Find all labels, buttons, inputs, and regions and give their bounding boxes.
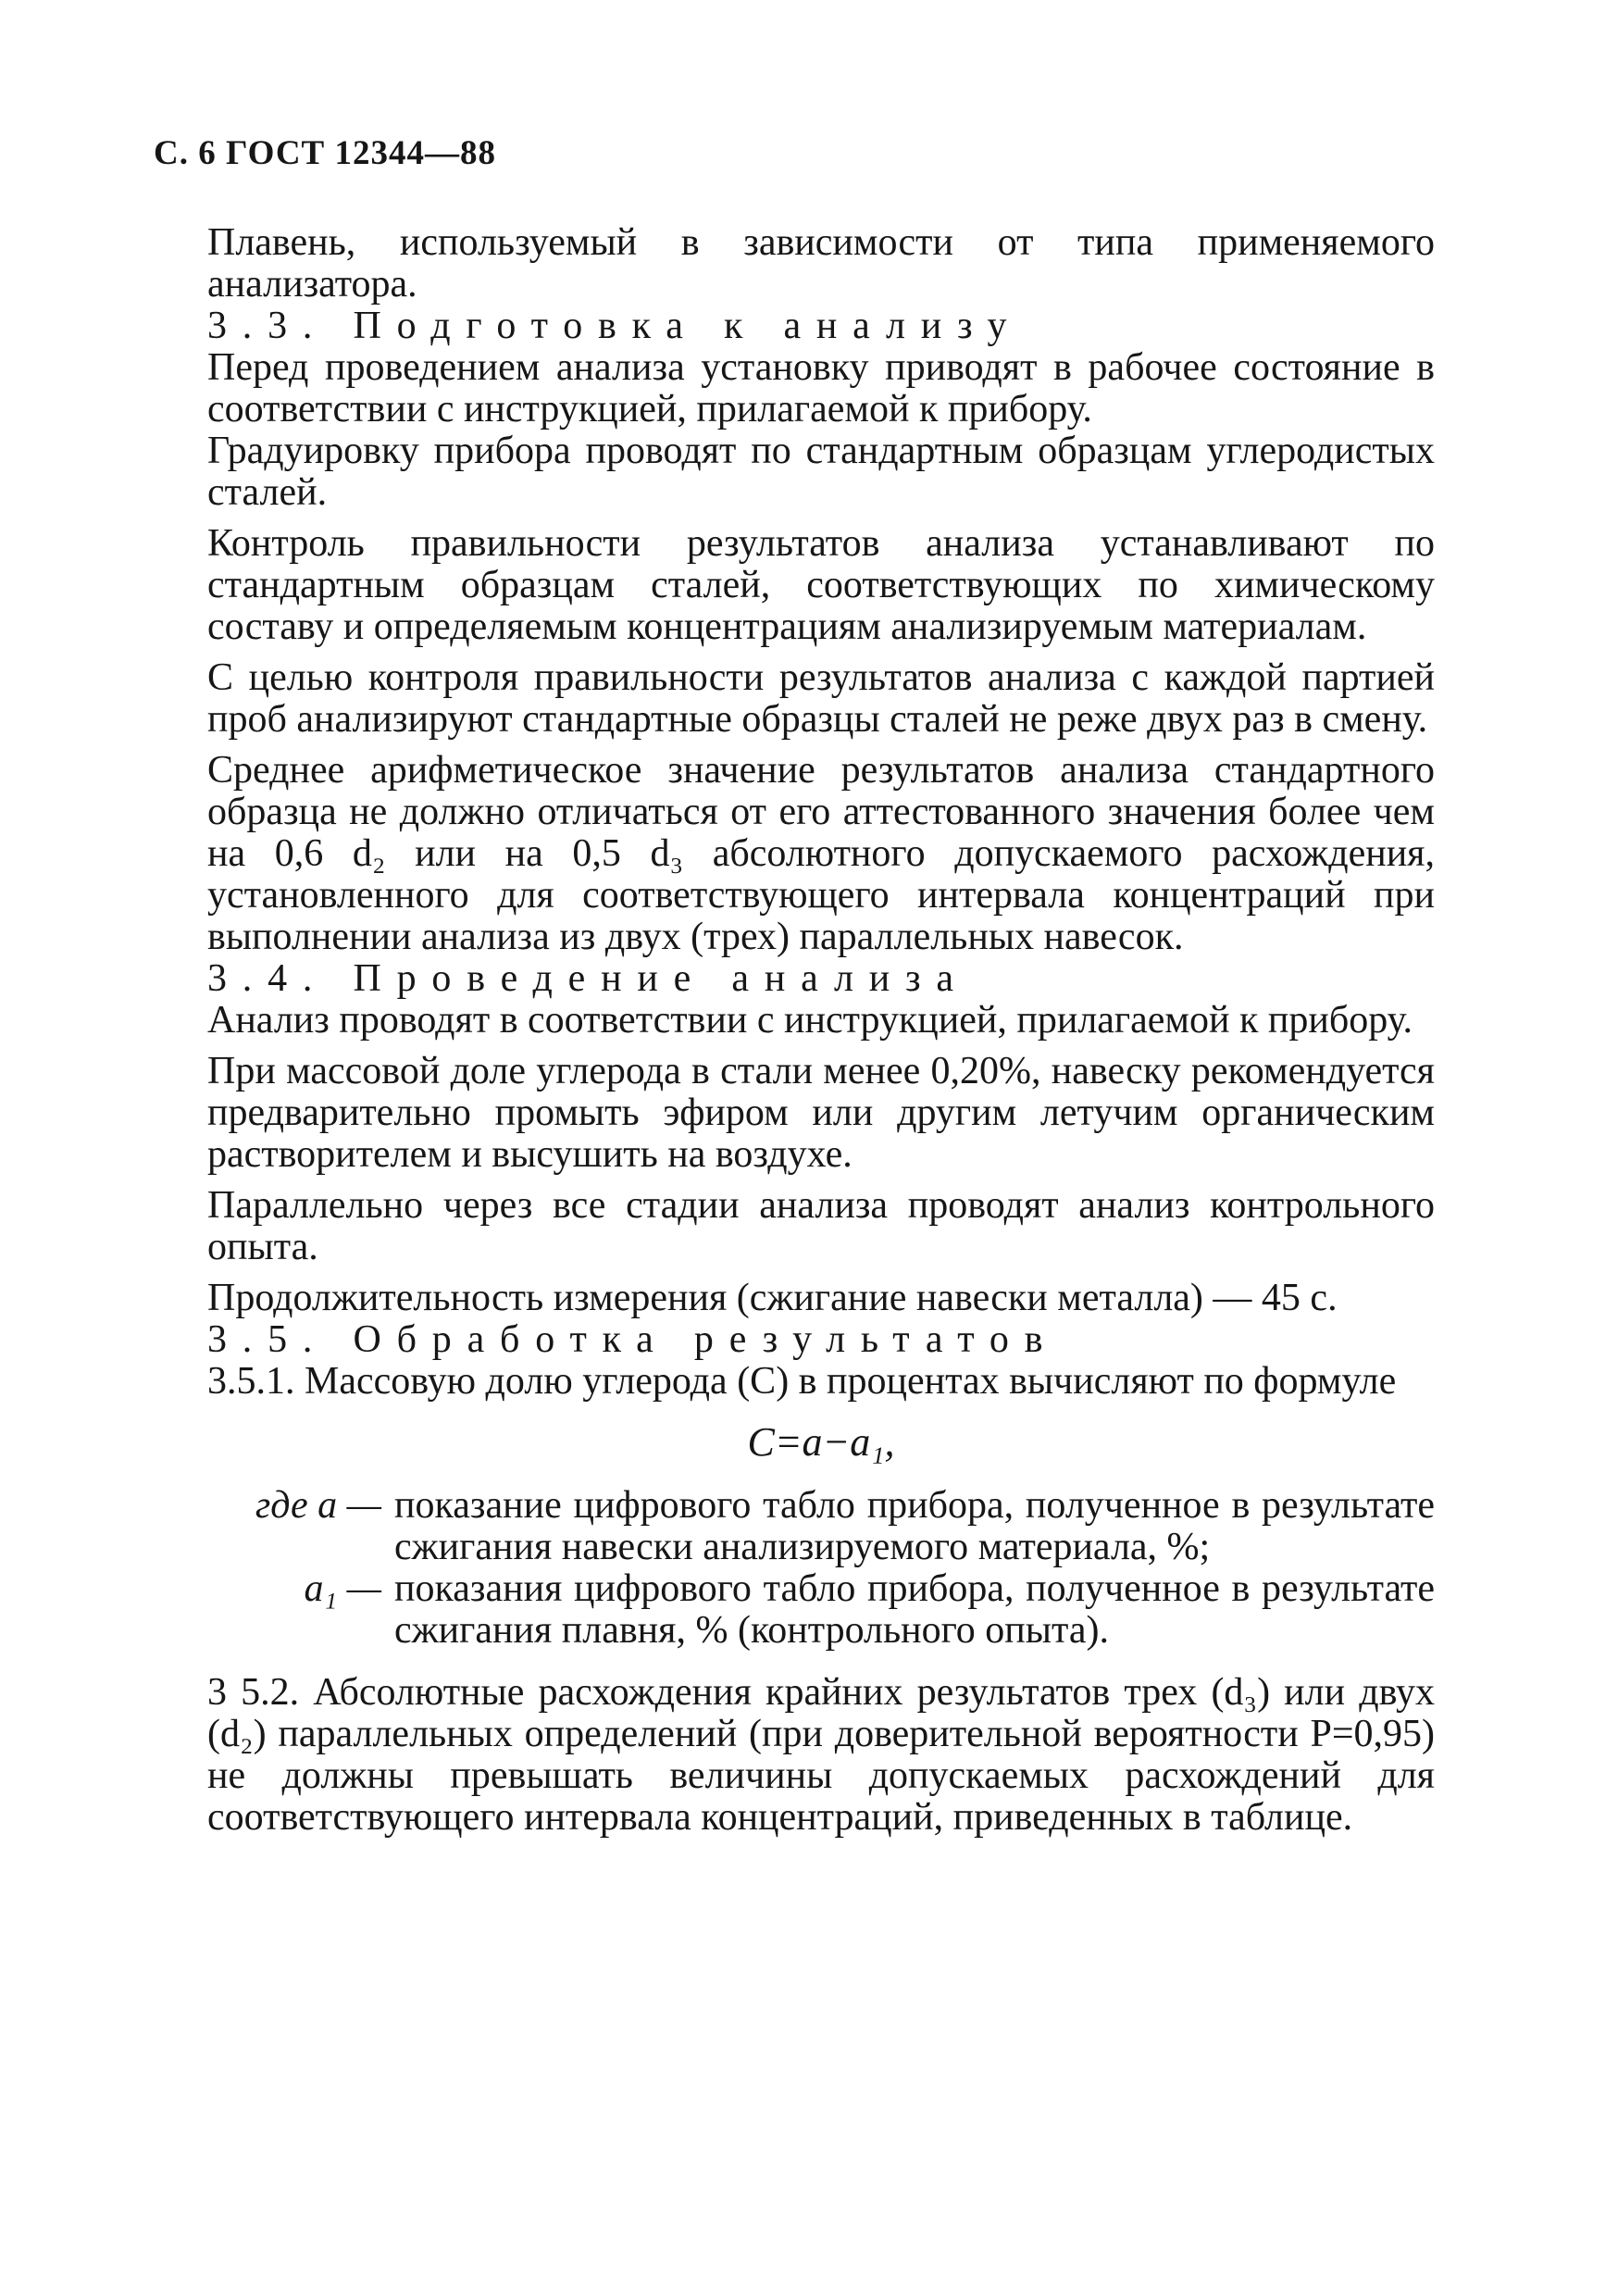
- where-a1-text: показания цифрового табло прибора, полученное в результате сжигания плавня, % (контрольного опыта).: [394, 1567, 1435, 1652]
- where-a-row: [207, 1485, 1435, 1568]
- where-a1-row: [207, 1568, 1435, 1652]
- paragraph-blank: Параллельно через все стадии анализа проводят анализ контрольного опыта.: [207, 1184, 1435, 1268]
- section-3-4-text: 3.4. Проведение анализа: [207, 957, 969, 1000]
- paragraph-mean-value: Среднее арифметическое значение результатов анализа стандартного образца не должно отличаться от его аттестованного значения более чем на 0,6 d₂ или на 0,5 d₃ абсолютного допускаемого расхождения, установленного для соответствующего интервала концентраций при выполнении анализа из двух (трех) параллельных навесок.: [207, 749, 1435, 958]
- paragraph-analysis: Анализ проводят в соответствии с инструкцией, прилагаемой к прибору.: [207, 999, 1413, 1042]
- page-header: С. 6 ГОСТ 12344—88: [154, 134, 496, 172]
- document-body: [207, 222, 1435, 1839]
- section-3-3-text: 3.3. Подготовка к анализу: [207, 305, 1023, 347]
- section-heading-3-4: [207, 958, 1435, 1000]
- where-a-text: показание цифрового табло прибора, полученное в результате сжигания навески анализируемого материала, %;: [394, 1484, 1435, 1568]
- paragraph-duration: Продолжительность измерения (сжигание навески металла) — 45 с.: [207, 1277, 1338, 1319]
- carbon-formula: C=a−a₁,: [747, 1419, 895, 1465]
- where-a1-label: a₁ —: [304, 1567, 381, 1610]
- paragraph-control-frequency: С целью контроля правильности результатов анализа с каждой партией проб анализируют стандартные образцы сталей не реже двух раз в смену.: [207, 656, 1435, 741]
- paragraph-flux: Плавень, используемый в зависимости от типа применяемого анализатора.: [207, 221, 1435, 306]
- paragraph-formula-intro: 3.5.1. Массовую долю углерода (C) в процентах вычисляют по формуле: [207, 1360, 1397, 1403]
- paragraph-tolerance: 3 5.2. Абсолютные расхождения крайних результатов трех (d₃) или двух (d₂) параллельных определений (при доверительной вероятности P=0,95) не должны превышать величины допускаемых расхождений для соответствующего интервала концентраций, приведенных в таблице.: [207, 1671, 1435, 1839]
- paragraph-preparation: Перед проведением анализа установку приводят в рабочее состояние в соответствии с инструкцией, прилагаемой к прибору.: [207, 346, 1435, 430]
- section-heading-3-3: [207, 306, 1435, 347]
- section-3-5-text: 3.5. Обработка результатов: [207, 1318, 1059, 1361]
- paragraph-control: Контроль правильности результатов анализа устанавливают по стандартным образцам сталей, соответствующих по химическому составу и определяемым концентрациям анализируемым материалам.: [207, 522, 1435, 648]
- section-heading-3-5: [207, 1319, 1435, 1361]
- where-a-label: где a —: [255, 1484, 381, 1527]
- paragraph-low-carbon: При массовой доле углерода в стали менее 0,20%, навеску рекомендуется предварительно промыть эфиром или другим летучим органическим растворителем и высушить на воздухе.: [207, 1050, 1435, 1176]
- paragraph-calibration: Градуировку прибора проводят по стандартным образцам углеродистых сталей.: [207, 430, 1435, 514]
